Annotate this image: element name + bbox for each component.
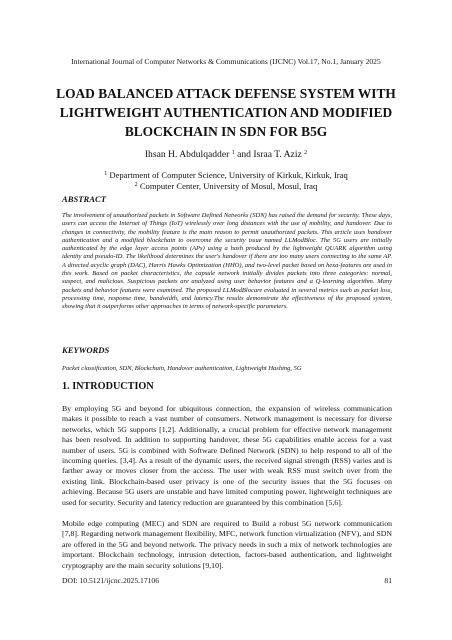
author-2-affil-mark: 2	[304, 150, 308, 156]
affiliation-2-mark: 2	[134, 182, 138, 188]
abstract-heading: ABSTRACT	[62, 194, 106, 204]
intro-paragraph-1: By employing 5G and beyond for ubiquitous connection, the expansion of wireless communication makes it possible to reach a vast number of consumers. Network management is necessary for diverse networks, which 5G supports [1,2]. Additionally, a crucial problem for effective network management has been resolved. In addition to supporting handover, these 5G capabilities enable access for a vast number of users. 5G is combined with Software Defined Network (SDN) to help respond to all of the incoming queries. [3,4]. As a result of the dynamic users, the received signal strength (RSS) varies and is farther away or moves closer from the access. The user with weak RSS must switch over from the existing link. Blockchain-based user privacy is one of the security issues that the 5G focuses on achieving. Because 5G users are unstable and have limited computing power, lightweight techniques are used for security. Security and latency reduction are guaranteed by this combination [5,6].	[62, 404, 392, 507]
title-line-2: LIGHTWEIGHT AUTHENTICATION AND MODIFIED	[59, 105, 393, 120]
affiliation-1-mark: 1	[104, 171, 108, 177]
affiliation-2-text: Computer Center, University of Mosul, Mosul, Iraq	[137, 181, 318, 191]
affiliation-1	[0, 170, 452, 181]
title-line-3: BLOCKCHAIN IN SDN FOR B5G	[124, 124, 328, 139]
intro-paragraph-2: Mobile edge computing (MEC) and SDN are required to Build a robust 5G network communication [7,8]. Regarding network management flexibility, MFC, network function virtualization (NFV), and SDN are offered in the 5G and beyond network. The privacy needs in such a mix of network technologies are important. Blockchain technology, intrusion detection, factors-based authentication, and lightweight cryptography are the main security solutions [9,10].	[62, 519, 392, 570]
page-number: 81	[384, 576, 392, 585]
keywords-text: Packet classification, SDN, Blockchain, Handover authentication, Lightweight Hashing, 5G	[62, 365, 302, 372]
author-2: and Israa T. Aziz	[234, 149, 305, 160]
doi-link[interactable]: DOI: 10.5121/ijcnc.2025.17106	[62, 576, 160, 585]
author-1: Ihsan H. Abdulqadder	[144, 149, 232, 160]
author-list	[0, 149, 452, 160]
abstract-text: The involvement of unauthorized packets in Software Defined Networks (SDN) has raised the demand for security. These days, users can access the Internet of Things (IoT) wirelessly over long distances with the use of mobility, and handover. Due to changes in connectivity, the mobility feature is the main reason to permit unauthorized packets. This article uses handover authentication and a modified blockchain to overcome the security issue named LLModBloc. The 5G users are initially authenticated by the edge layer access points (APs) using a hash produced by the lightweight QUARK algorithm using identity and pseudo-ID. The likelihood determines the user's handover if there are too many users connecting to the same AP. A directed acyclic graph (DAC), Harris Hawks Optimization (HHO), and two-level packet based on hexa-features are used in this work. Based on packet characteristics, the capsule network initially divides packets into three categories: normal, suspect, and malicious. Suspicious packets are analyzed using user behavior features and a Q-learning algorithm. Many packets and behavior features were examined. The proposed LLModBlocare evaluated in several metrics such as packet loss, processing time, response time, bandwidth, and latency.The results demonstrate the effectiveness of the proposed system, showing that it outperforms other approaches in terms of network-specific parameters.	[62, 212, 392, 311]
title-line-1: LOAD BALANCED ATTACK DEFENSE SYSTEM WITH	[56, 86, 396, 101]
affiliation-1-text: Department of Computer Science, University of Kirkuk, Kirkuk, Iraq	[107, 170, 348, 180]
author-1-affil-mark: 1	[231, 150, 235, 156]
introduction-heading: 1. INTRODUCTION	[62, 381, 154, 392]
running-head: International Journal of Computer Networks & Communications (IJCNC) Vol.17, No.1, January 2025	[71, 57, 381, 66]
paper-title	[30, 84, 422, 141]
keywords-heading: KEYWORDS	[62, 345, 110, 355]
affiliation-2	[0, 181, 452, 192]
